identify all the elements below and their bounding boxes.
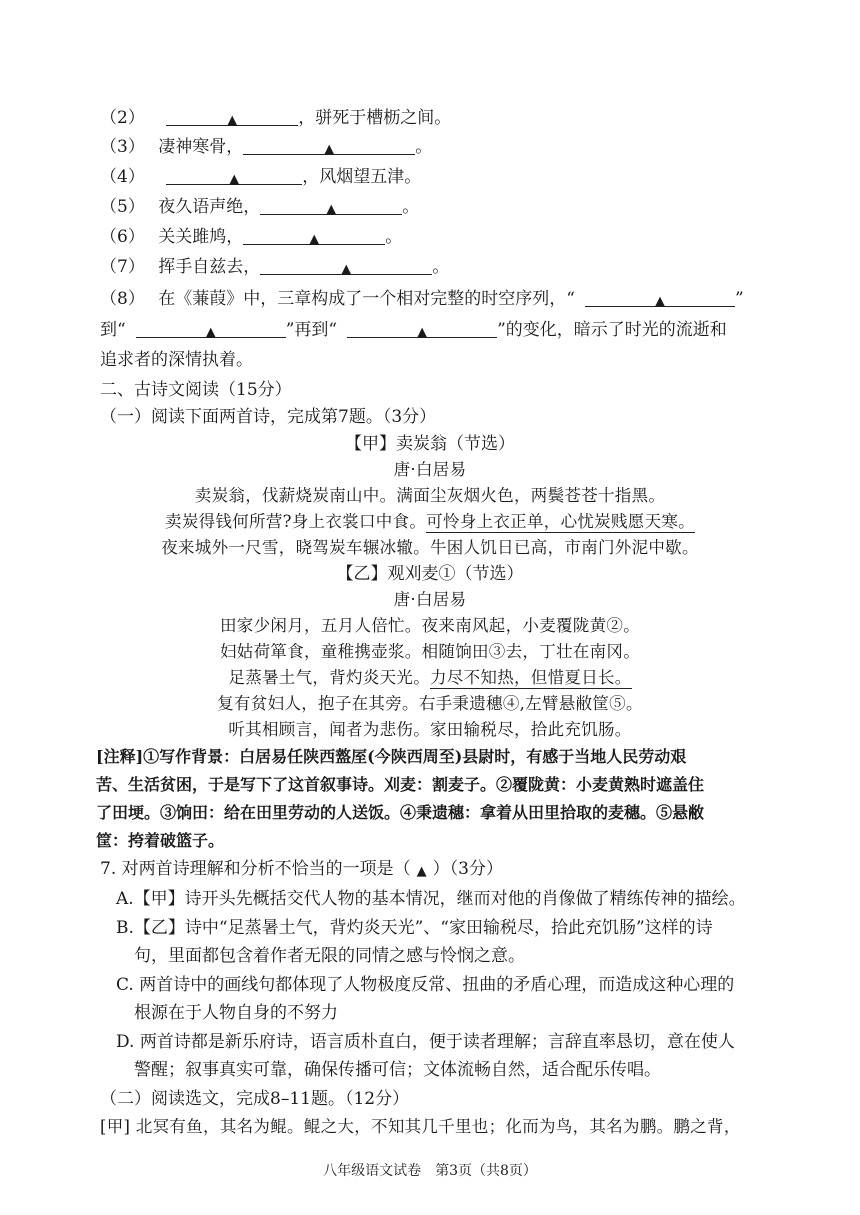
question-number: （5） bbox=[100, 197, 145, 217]
recitation-q7 bbox=[100, 256, 449, 278]
q7-option-b-cont: 句，里面都包含着作者无限的同情之感与怜悯之意。 bbox=[134, 946, 525, 966]
poem-b-line bbox=[0, 667, 860, 689]
question-text: ” bbox=[734, 289, 744, 309]
blank-marker-icon: ▲ bbox=[229, 172, 240, 187]
recitation-q4 bbox=[100, 166, 421, 188]
poem-b-line: 复有贫妇人，抱子在其旁。右手秉遗穗④,左臂悬敝筐⑤。 bbox=[217, 694, 643, 713]
poem-text: 足蒸暑土气，背灼炎天光。 bbox=[228, 668, 430, 687]
underlined-line: 力尽不知热，但惜夏日长。 bbox=[430, 668, 632, 687]
recitation-q3 bbox=[100, 136, 432, 158]
question-number: （4） bbox=[100, 167, 145, 187]
recitation-q8-line2 bbox=[100, 319, 727, 341]
blank-marker-icon: ▲ bbox=[309, 232, 320, 247]
recitation-q8-line3: 追求者的深情执着。 bbox=[100, 350, 253, 370]
question-text: ，骈死于槽枥之间。 bbox=[298, 108, 452, 128]
blank-marker-icon: ▲ bbox=[205, 325, 216, 340]
question-text: 7. 对两首诗理解和分析不恰当的一项是（ bbox=[100, 859, 411, 879]
poem-b-title: 【乙】观刈麦①（节选） bbox=[336, 564, 524, 584]
blank-marker-icon: ▲ bbox=[417, 325, 428, 340]
part2-heading: （二）阅读选文，完成8–11题。（12分） bbox=[100, 1089, 410, 1109]
q7-option-b[interactable]: B.【乙】诗中“足蒸暑土气，背灼炎天光”、“家田输税尽，拾此充饥肠”这样的诗 bbox=[116, 918, 713, 938]
poem-b-line: 妇姑荷箪食，童稚携壶浆。相随饷田③去，丁壮在南冈。 bbox=[220, 642, 640, 661]
q7-option-a[interactable]: A.【甲】诗开头先概括交代人物的基本情况，继而对他的肖像做了精练传神的描绘。 bbox=[116, 889, 746, 909]
question-number: （6） bbox=[100, 227, 145, 247]
part1-heading: （一）阅读下面两首诗，完成第7题。（3分） bbox=[100, 407, 437, 427]
question-text: 凄神寒骨， bbox=[158, 137, 244, 157]
question-text: 。 bbox=[432, 257, 450, 277]
question-number: （2） bbox=[100, 108, 145, 128]
page-footer: 八年级语文试卷 第3页（共8页） bbox=[323, 1163, 537, 1179]
question-text: ”再到“ bbox=[285, 320, 338, 340]
blank-marker-icon: ▲ bbox=[326, 202, 337, 217]
underlined-line: 可怜身上衣正单，心忧炭贱愿天寒。 bbox=[426, 512, 695, 531]
question-number: （7） bbox=[100, 257, 145, 277]
poem-text: 卖炭得钱何所营?身上衣裳口中食。 bbox=[165, 512, 427, 531]
poem-a-line bbox=[0, 511, 860, 533]
question-text: ）（3分） bbox=[432, 859, 503, 879]
poem-a-line: 夜来城外一尺雪，晓驾炭车辗冰辙。牛困人饥日已高，市南门外泥中歇。 bbox=[161, 538, 699, 557]
answer-blank[interactable] bbox=[166, 107, 298, 126]
answer-blank[interactable] bbox=[166, 166, 302, 185]
question-text: 。 bbox=[402, 197, 420, 217]
answer-blank[interactable] bbox=[585, 288, 735, 307]
answer-blank[interactable] bbox=[347, 319, 497, 338]
question-number: （8） bbox=[100, 289, 145, 309]
poem-a-author: 唐·白居易 bbox=[393, 460, 467, 479]
answer-marker-icon[interactable]: ▲ bbox=[416, 864, 427, 879]
blank-marker-icon: ▲ bbox=[227, 113, 238, 128]
question-text: ，风烟望五津。 bbox=[302, 167, 422, 187]
question-text: 夜久语声绝， bbox=[158, 197, 261, 217]
blank-marker-icon: ▲ bbox=[654, 294, 665, 309]
note-line: [注释]①写作背景：白居易任陕西盩厔(今陕西周至)县尉时，有感于当地人民劳动艰 bbox=[96, 747, 687, 766]
answer-blank[interactable] bbox=[260, 256, 432, 275]
blank-marker-icon: ▲ bbox=[324, 142, 335, 157]
recitation-q2 bbox=[100, 107, 451, 129]
q7-stem bbox=[100, 858, 503, 882]
question-text: 关关雎鸠， bbox=[158, 227, 244, 247]
question-text: 。 bbox=[385, 227, 403, 247]
poem-a-line: 卖炭翁，伐薪烧炭南山中。满面尘灰烟火色，两鬓苍苍十指黑。 bbox=[194, 486, 666, 505]
note-line: 筐：挎着破篮子。 bbox=[96, 831, 225, 850]
question-text: 在《蒹葭》中，三章构成了一个相对完整的时空序列，“ bbox=[158, 289, 575, 309]
poem-b-line: 听其相顾言，闻者为悲伤。家田输税尽，拾此充饥肠。 bbox=[228, 720, 632, 739]
answer-blank[interactable] bbox=[243, 226, 385, 245]
q7-option-c-cont: 根源在于人物自身的不努力 bbox=[134, 1003, 338, 1023]
note-line: 苦、生活贫困，于是写下了这首叙事诗。刈麦：割麦子。②覆陇黄：小麦黄熟时遮盖住 bbox=[96, 775, 705, 794]
answer-blank[interactable] bbox=[243, 136, 415, 155]
q7-option-c[interactable]: C. 两首诗中的画线句都体现了人物极度反常、扭曲的矛盾心理，而造成这种心理的 bbox=[116, 975, 735, 995]
question-text: 。 bbox=[415, 137, 433, 157]
question-text: 挥手自兹去， bbox=[158, 257, 261, 277]
poem-b-line: 田家少闲月，五月人倍忙。夜来南风起，小麦覆陇黄②。 bbox=[220, 616, 640, 635]
question-text: 到“ bbox=[100, 320, 126, 340]
blank-marker-icon: ▲ bbox=[341, 262, 352, 277]
poem-b-author: 唐·白居易 bbox=[393, 590, 467, 609]
note-line: 了田埂。③饷田：给在田里劳动的人送饭。④秉遗穗：拿着从田里拾取的麦穗。⑤悬敝 bbox=[96, 803, 705, 822]
answer-blank[interactable] bbox=[136, 319, 286, 338]
question-text: ”的变化，暗示了时光的流逝和 bbox=[497, 320, 727, 340]
section-title: 二、古诗文阅读（15分） bbox=[100, 380, 292, 400]
recitation-q6 bbox=[100, 226, 402, 248]
recitation-q5 bbox=[100, 196, 419, 218]
q7-option-d-cont: 警醒；叙事真实可靠，确保传播可信；文体流畅自然，适合配乐传唱。 bbox=[134, 1060, 661, 1080]
q7-option-d[interactable]: D. 两首诗都是新乐府诗，语言质朴直白，便于读者理解；言辞直率恳切，意在使人 bbox=[116, 1032, 735, 1052]
answer-blank[interactable] bbox=[260, 196, 402, 215]
question-number: （3） bbox=[100, 137, 145, 157]
passage-line: [甲] 北冥有鱼，其名为鲲。鲲之大，不知其几千里也；化而为鸟，其名为鹏。鹏之背， bbox=[100, 1117, 741, 1136]
poem-a-title: 【甲】卖炭翁（节选） bbox=[345, 434, 515, 454]
recitation-q8-line1 bbox=[100, 288, 744, 310]
